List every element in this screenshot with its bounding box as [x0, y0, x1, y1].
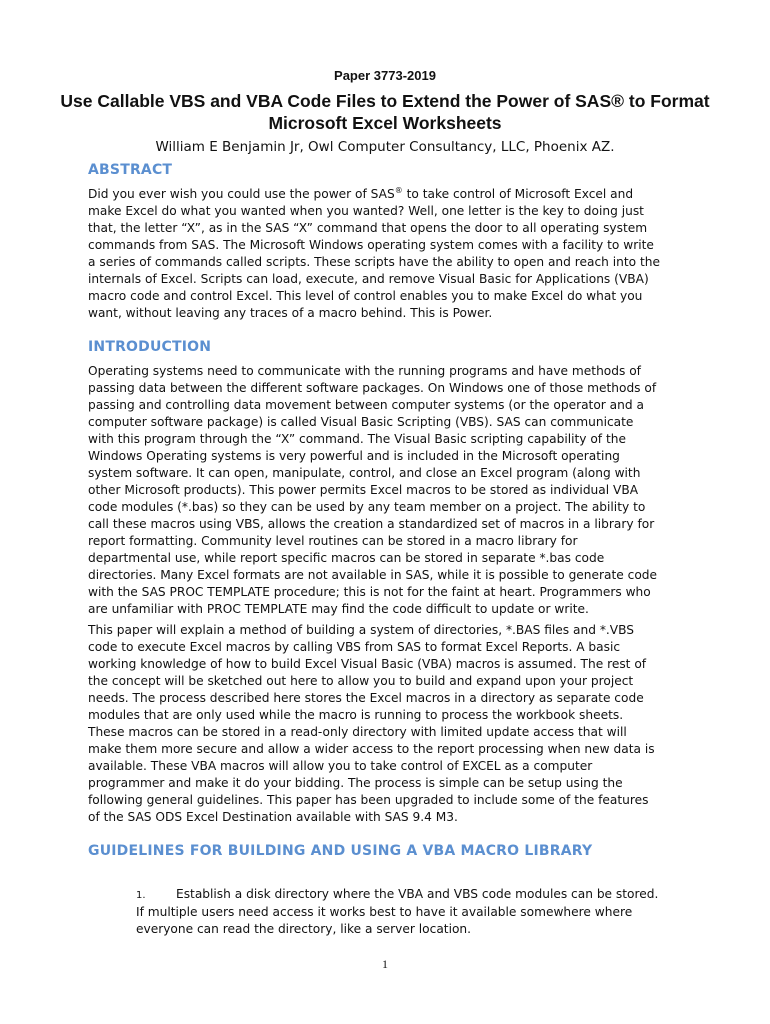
- page-number: 1: [382, 957, 388, 971]
- list-item-number: 1.: [136, 890, 146, 901]
- abstract-text-rest: to take control of Microsoft Excel and make Excel do what you wanted when you wanted? Well, one letter is the key to doing just that, the letter “X”, as in the SAS “X” command that opens the door to all operating system commands from SAS. The Microsoft Windows operating system comes with a facility to write a series of commands called scripts. These scripts have the ability to open and reach into the internals of Excel. Scripts can load, execute, and remove Visual Basic for Applications (VBA) macro code and control Excel. This level of control enables you to make Excel do what you want, without leaving any traces of a macro behind. This is Power.: [88, 187, 660, 320]
- list-item-text: Establish a disk directory where the VBA and VBS code modules can be stored.: [176, 887, 659, 901]
- introduction-heading: INTRODUCTION: [88, 339, 212, 355]
- guidelines-heading: GUIDELINES FOR BUILDING AND USING A VBA MACRO LIBRARY: [88, 843, 593, 859]
- abstract-heading: ABSTRACT: [88, 162, 173, 178]
- introduction-paragraph-1: Operating systems need to communicate with the running programs and have methods of passing data between the different software packages. On Windows one of those methods of passing and controlling data movement between computer systems (or the operator and a computer software package) is called Visual Basic Scripting (VBS). SAS can communicate with this program through the “X” command. The Visual Basic scripting capability of the Windows Operating systems is very powerful and is included in the Microsoft operating system software. It can open, manipulate, control, and close an Excel program (along with other Microsoft products). This power permits Excel macros to be stored as individual VBA code modules (*.bas) so they can be used by any team member on a project. The ability to call these macros using VBS, allows the creation a standardized set of macros in a library for report formatting. Community level routines can be stored in a macro library for departmental use, while report specific macros can be stored in separate *.bas code directories. Many Excel formats are not available in SAS, while it is possible to generate code with the SAS PROC TEMPLATE procedure; this is not for the faint at heart. Programmers who are unfamiliar with PROC TEMPLATE may find the code difficult to update or write.: [88, 364, 658, 616]
- abstract-text-start: Did you ever wish you could use the power of SAS: [88, 187, 395, 201]
- list-item-continuation: If multiple users need access it works best to have it available somewhere where everyone can read the directory, like a server location.: [136, 905, 633, 936]
- list-item: [136, 886, 696, 938]
- paper-number: Paper 3773-2019: [334, 68, 436, 83]
- introduction-paragraph-2: This paper will explain a method of building a system of directories, *.BAS files and *.VBS code to execute Excel macros by calling VBS from SAS to format Excel Reports. A basic working knowledge of how to build Excel Visual Basic (VBA) macros is assumed. The rest of the concept will be sketched out here to allow you to build and expand upon your project needs. The process described here stores the Excel macros in a directory as separate code modules that are only used while the macro is running to process the workbook sheets. These macros can be stored in a read-only directory with limited update access that will make them more secure and allow a wider access to the report processing when new data is available. These VBA macros will allow you to take control of EXCEL as a computer programmer and make it do your bidding. The process is simple can be setup using the following general guidelines. This paper has been upgraded to include some of the features of the SAS ODS Excel Destination available with SAS 9.4 M3.: [88, 623, 655, 824]
- paper-title: Use Callable VBS and VBA Code Files to Extend the Power of SAS® to Format Microsoft Excel Worksheets: [60, 91, 710, 133]
- registered-mark: ®: [394, 185, 403, 195]
- list-item-first-line: [136, 886, 696, 904]
- abstract-text: [88, 186, 694, 322]
- author-line: William E Benjamin Jr, Owl Computer Consultancy, LLC, Phoenix AZ.: [155, 139, 615, 155]
